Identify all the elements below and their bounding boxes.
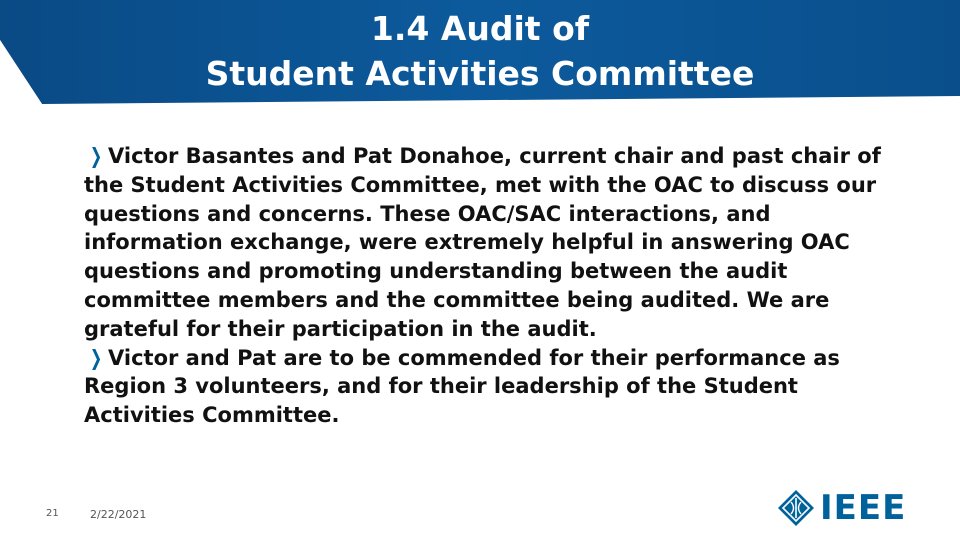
- ieee-logo-text: IEEE: [820, 488, 907, 528]
- ieee-diamond-icon: [776, 488, 816, 528]
- slide-date: 2/22/2021: [90, 508, 147, 521]
- chevron-right-icon: ❯: [89, 345, 103, 370]
- ieee-logo: [776, 488, 926, 528]
- bullet-text-2: Victor and Pat are to be commended for their performance as Region 3 volunteers, and for their leadership of the Student Activities Committee.: [84, 345, 840, 428]
- slide-body: [84, 142, 914, 430]
- bullet-paragraph-1: [84, 142, 914, 344]
- slide-title-line-1: 1.4 Audit of: [370, 9, 590, 48]
- slide-number: 21: [46, 508, 59, 519]
- chevron-right-icon: ❯: [89, 144, 103, 168]
- bullet-text-1: Victor Basantes and Pat Donahoe, current chair and past chair of the Student Activities Committee, met with the OAC to discuss our questions and concerns. These OAC/SAC interactions, and information exchange, were extremely helpful in answering OAC questions and promoting understanding between the audit committee members and the committee being audited. We are grateful for their participation in the audit.: [84, 144, 881, 341]
- slide-title-line-2: Student Activities Committee: [205, 54, 755, 93]
- bullet-paragraph-2: [84, 344, 914, 430]
- title-banner: [0, 0, 960, 106]
- slide-title: [0, 6, 960, 96]
